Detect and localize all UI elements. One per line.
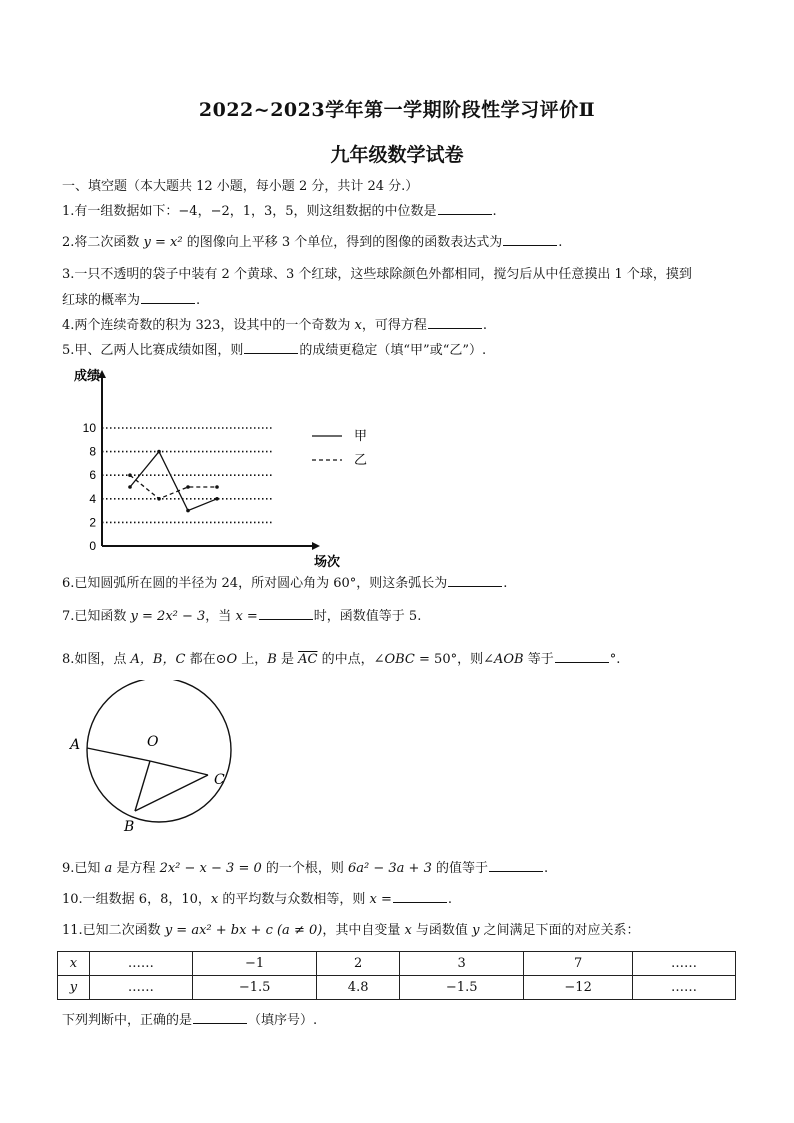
point-c-label: C [214,772,225,788]
table-cell: …… [632,952,735,976]
question-8 [62,650,620,669]
exam-title: 2022~2023学年第一学期阶段性学习评价Ⅱ [198,99,596,121]
table-cell: 4.8 [317,976,400,1000]
question-1 [62,202,497,221]
q11-text-4: 之间满足下面的对应关系： [479,923,640,938]
q8-text-3: 上， [237,652,268,667]
q9-text-2: 是方程 [112,861,160,876]
series-line-2 [130,475,217,499]
y-tick-label: 2 [89,515,96,530]
q8-text-7: 等于 [523,652,554,667]
data-point [157,450,161,454]
q7-text-2: ，当 [205,609,236,624]
q11-math-2: x [404,923,412,938]
q4-text-2: ，可得方程 [361,318,427,333]
q5-text: 5.甲、乙两人比赛成绩如图，则 [62,343,244,358]
y-tick-label: 10 [82,421,96,435]
question-11-tail [62,1011,317,1030]
q8-end: °. [609,652,621,667]
q2-text: 2.将二次函数 [62,235,144,250]
q8-text-4: 是 [276,652,299,667]
table-cell: −1.5 [192,976,316,1000]
q4-math: x [354,318,362,333]
answer-blank[interactable] [503,233,557,246]
answer-blank[interactable] [393,890,447,903]
question-6 [62,574,507,593]
segment-bc [135,775,208,811]
table-cell: 7 [524,952,633,976]
question-9 [62,859,548,878]
data-point [215,485,219,489]
y-tick-label: 8 [89,444,96,459]
q4-text: 4.两个连续奇数的积为 323，设其中的一个奇数为 [62,318,355,333]
question-2 [62,233,562,252]
table-cell: y [58,976,90,1000]
table-cell: −12 [524,976,633,1000]
q9-math-2: 2x² − x − 3 = 0 [159,861,262,876]
series-line-1 [130,452,217,511]
q6-text: 6.已知圆弧所在圆的半径为 24，所对圆心角为 60°，则这条弧长为 [62,576,448,591]
q7-end: 时，函数值等于 5. [313,609,422,624]
table-cell: x [58,952,90,976]
q8-text-2: 都在⊙ [185,652,227,667]
q3-text: 红球的概率为 [62,293,141,308]
data-point [157,497,161,501]
q7-math: y = 2x² − 3 [130,609,206,624]
q11-tail-end: （填序号）. [248,1013,318,1028]
q9-text: 9.已知 [62,861,105,876]
answer-blank[interactable] [438,202,492,215]
segment-ob [135,761,150,811]
question-7 [62,607,421,626]
answer-blank[interactable] [193,1011,247,1024]
q11-math-3: y [472,923,480,938]
q5-text-2: 的成绩更稳定（填“甲”或“乙”）. [299,343,487,358]
data-point [186,485,190,489]
y-axis-label: 成绩 [74,368,101,383]
q8-text-5: 的中点，∠ [317,652,385,667]
q2-math: y = x² [143,235,183,250]
answer-blank[interactable] [555,650,609,663]
q8-text: 8.如图，点 [62,652,131,667]
q7-text: 7.已知函数 [62,609,131,624]
q2-text-2: 的图像向上平移 3 个单位，得到的图像的函数表达式为 [182,235,503,250]
answer-blank[interactable] [141,291,195,304]
q9-text-4: 的值等于 [431,861,488,876]
q8-math-5: OBC [384,652,415,667]
point-a-label: A [70,737,81,753]
q4-end: . [482,318,487,333]
q3-end: . [196,293,201,308]
table-cell: 2 [317,952,400,976]
q6-end: . [503,576,508,591]
q10-end: . [447,892,453,907]
q8-math-6: AOB [493,652,524,667]
q8-text-6: = 50°，则∠ [414,652,494,667]
q1-end: . [492,204,497,219]
segment-oc [150,761,208,775]
q8-math-2: O [226,652,238,667]
q11-math: y = ax² + bx + c (a ≠ 0) [164,923,323,938]
q10-math: x [210,892,219,907]
q9-end: . [544,861,549,876]
exam-subtitle: 九年级数学试卷 [330,144,464,166]
answer-blank[interactable] [244,341,298,354]
question-10 [62,890,452,909]
q10-text: 10.一组数据 6，8，10， [62,892,211,907]
y-tick-label: 6 [89,468,96,483]
section-heading: 一、填空题（本大题共 12 小题，每小题 2 分，共计 24 分.） [62,179,419,194]
circle-figure [62,680,242,840]
data-point [215,497,219,501]
table-cell: …… [89,976,192,1000]
answer-blank[interactable] [259,607,313,620]
q8-math-3: B [267,652,277,667]
q11-text: 11.已知二次函数 [62,923,165,938]
point-o-label: O [147,734,159,750]
table-cell: 3 [400,952,524,976]
question-4 [62,316,487,335]
table-row [58,976,736,1000]
q7-math-2: x = [235,609,258,624]
q9-math-3: 6a² − 3a + 3 [348,861,432,876]
q11-text-2: ，其中自变量 [322,923,405,938]
y-tick-label: 4 [89,491,96,506]
q8-math: A，B，C [130,652,186,667]
question-3-line-1: 3.一只不透明的袋子中装有 2 个黄球、3 个红球，这些球除颜色外都相同，搅匀后从中任意摸出 1 个球，摸到 [62,267,692,282]
y-tick-label: 0 [89,539,96,553]
legend-label: 乙 [354,453,368,468]
answer-blank[interactable] [489,859,543,872]
q11-tail-text: 下列判断中，正确的是 [62,1013,193,1028]
table-cell: −1 [192,952,316,976]
q11-text-3: 与函数值 [411,923,473,938]
x-axis-label: 场次 [314,554,341,569]
table-row [58,952,736,976]
table-cell: −1.5 [400,976,524,1000]
answer-blank[interactable] [448,574,502,587]
data-point [128,485,132,489]
question-5 [62,341,486,360]
q10-text-2: 的平均数与众数相等，则 [218,892,370,907]
data-point [186,509,190,513]
point-b-label: B [124,819,135,835]
x-axis-arrow [312,542,320,550]
q8-arc: $\overline{AC}$ [298,652,318,667]
question-11 [62,922,640,940]
q9-text-3: 的一个根，则 [261,861,349,876]
q10-math-2: x = [369,892,392,907]
legend-label: 甲 [354,429,368,444]
q2-end: . [558,235,563,250]
circle-o [87,680,231,822]
table-cell: …… [89,952,192,976]
value-table [57,951,736,1000]
question-3-line-2 [62,291,200,310]
score-line-chart [62,362,382,572]
table-cell: …… [632,976,735,1000]
segment-ao [87,748,150,761]
q9-math: a [104,861,113,876]
q1-text: 1.有一组数据如下：−4，−2，1，3，5，则这组数据的中位数是 [62,204,437,219]
answer-blank[interactable] [428,316,482,329]
data-point [128,473,132,477]
